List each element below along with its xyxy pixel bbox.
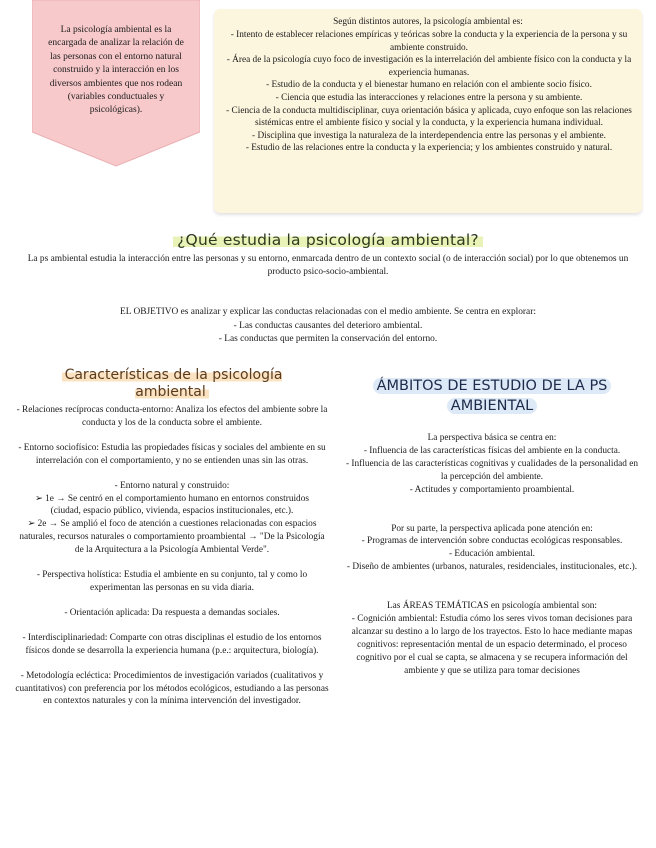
objective-item: - Las conductas que permiten la conservación del entorno. (218, 334, 438, 345)
definition-item: - Ciencia que estudia las interacciones y relaciones entre la persona y su ambiente. (275, 92, 583, 103)
applied-perspective-block (344, 523, 640, 575)
basic-perspective-block (344, 432, 640, 497)
applied-perspective-intro: Por su parte, la perspectiva aplicada pone atención en: (391, 523, 593, 534)
definitions-list (224, 29, 634, 155)
characteristics-heading (24, 367, 320, 401)
thematic-areas-block (344, 600, 640, 677)
scope-heading-text: ÁMBITOS DE ESTUDIO DE LA PS AMBIENTAL (373, 378, 612, 414)
definition-item: - Estudio de la conducta y el bienestar humano en relación con el ambiente socio físico. (266, 80, 592, 91)
thematic-areas-intro: Las ÁREAS TEMÁTICAS en psicología ambiental son: (386, 601, 598, 612)
characteristic-paragraph: - Relaciones recíprocas conducta-entorno: Analiza los efectos del ambiente sobre la conducta y los de la conducta sobre el ambiente. (16, 405, 328, 428)
characteristic-paragraph: - Entorno sociofísico: Estudia las propiedades físicas y sociales del ambiente en su interrelación con el comportamiento, y no se entienden unas sin las otras. (18, 442, 326, 466)
objective-block (0, 306, 656, 347)
definition-item: - Ciencia de la conducta multidisciplinar, cuya orientación básica y aplicada, cuyo enfoque son las relaciones sistémicas entre el ambiente físico y social y la conducta, y la experiencia humana individual. (226, 105, 632, 129)
characteristics-heading-text: Características de la psicología ambiental (62, 367, 283, 400)
main-heading (0, 231, 656, 249)
scope-heading (344, 376, 640, 416)
characteristic-paragraph: - Orientación aplicada: Da respuesta a demandas sociales. (64, 607, 280, 618)
definition-note (32, 0, 200, 168)
applied-perspective-item: - Educación ambiental. (449, 549, 535, 560)
definition-item: - Estudio de las relaciones entre la conducta y la experiencia; y los ambientes construido y natural. (245, 143, 613, 154)
characteristic-paragraph: - Entorno natural y construido: ➢ 1e → Se centró en el comportamiento humano en entornos construidos (ciudad, espacio público, vivienda, espacios institucionales, etc.). ➢ 2e → Se amplió el foco de atención a cuestiones relacionadas con espacios naturales, recursos naturales o comportamiento proambiental → "De la Psicología de la Arquitectura a la Psicología Ambiental Verde". (19, 480, 325, 556)
definitions-box (214, 9, 642, 213)
characteristic-paragraph: - Perspectiva holística: Estudia el ambiente en su conjunto, tal y como lo experimentan las personas en su vida diaria. (36, 570, 308, 593)
definition-note-text: La psicología ambiental es la encargada de analizar la relación de las personas con el entorno natural construido y la interacción en los diversos ambientes que nos rodean (variables conductuales y psicológicas). (48, 25, 184, 116)
definition-item: - Área de la psicología cuyo foco de investigación es la interrelación del ambiente físico con la conducta y la experiencia humanas. (226, 55, 632, 78)
definitions-intro: Según distintos autores, la psicología ambiental es: (333, 17, 523, 27)
applied-perspective-item: - Programas de intervención sobre conductas ecológicas responsables. (361, 536, 623, 547)
objective-intro: EL OBJETIVO es analizar y explicar las conductas relacionadas con el medio ambiente. Se centra en explorar: (120, 307, 536, 317)
objective-item: - Las conductas causantes del deterioro ambiental. (233, 320, 423, 331)
basic-perspective-item: - Actitudes y comportamiento proambiental. (409, 484, 575, 495)
definition-item: - Intento de establecer relaciones empíricas y teóricas sobre la conducta y la experiencia de la persona y su ambiente construido. (230, 30, 628, 53)
characteristic-paragraph: - Metodología ecléctica: Procedimientos de investigación variados (cualitativos y cuantitativos) con preferencia por los métodos ecológicos, estudiando a las personas en contextos naturales y con la mínima intervención del investigador. (15, 670, 329, 707)
basic-perspective-intro: La perspectiva básica se centra en: (427, 433, 557, 443)
definition-item: - Disciplina que investiga la naturaleza de la interdependencia entre las personas y el ambiente. (252, 130, 606, 141)
characteristics-list (14, 404, 330, 720)
scope-content (344, 432, 640, 704)
basic-perspective-item: - Influencia de las características cognitivas y cualidades de la personalidad en la percepción del ambiente. (346, 458, 638, 482)
characteristic-paragraph: - Interdisciplinariedad: Comparte con otras disciplinas el estudio de los entornos físicos donde se desarrolla la experiencia humana (p.e.: arquitectura, biología). (22, 632, 322, 656)
applied-perspective-item: - Diseño de ambientes (urbanos, naturales, residenciales, institucionales, etc.). (346, 562, 638, 573)
main-heading-text: ¿Qué estudia la psicología ambiental? (173, 231, 483, 249)
main-description: La ps ambiental estudia la interacción entre las personas y su entorno, enmarcada dentro de un contexto social (o de interacción social) por lo que obtenemos un producto psico-socio-ambiental. (27, 254, 629, 277)
basic-perspective-item: - Influencia de las características físicas del ambiente en la conducta. (363, 445, 621, 456)
thematic-area-item: - Cognición ambiental: Estudia cómo los seres vivos toman decisiones para alcanzar su destino a lo largo de los trayectos. Esto lo hace mediante mapas cognitivos: representación mental de un espacio determinado, el proceso cognitivo por el cual se capta, se almacena y se recupera información del ambiente y que se utiliza para tomar decisiones (351, 614, 633, 676)
